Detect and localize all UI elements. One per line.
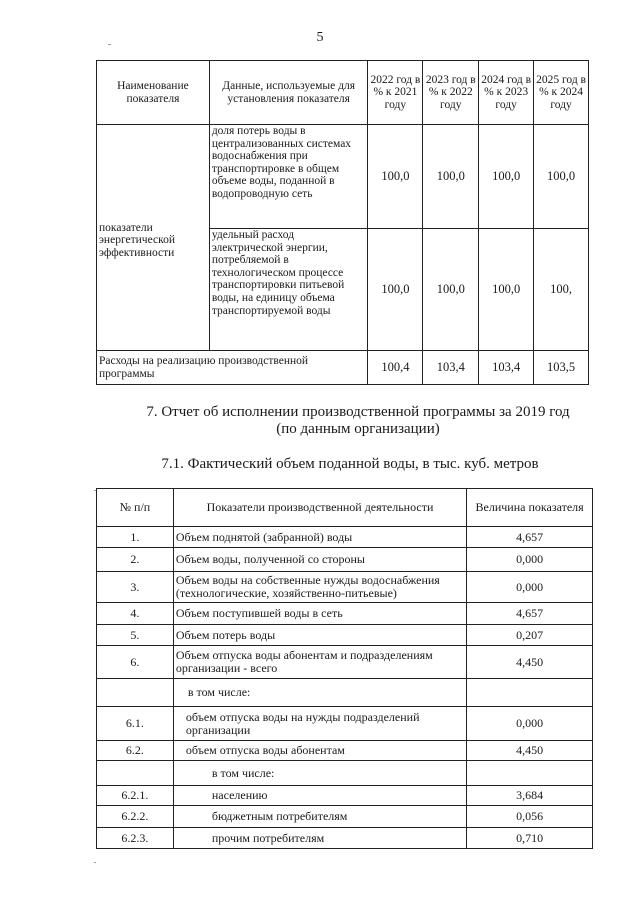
- row-name: в том числе:: [173, 761, 466, 786]
- section-7-heading: [38, 404, 640, 438]
- row-name: бюджетным потребителям: [173, 806, 466, 828]
- row-num: [97, 761, 174, 786]
- table-row: [97, 786, 593, 806]
- table-row: [97, 806, 593, 828]
- row-value: 100,0: [423, 125, 479, 229]
- row-value: 0,000: [467, 572, 593, 603]
- row-value: 4,450: [467, 646, 593, 679]
- row-name: Объем воды, полученной со стороны: [173, 548, 466, 572]
- row-name: Объем поступившей воды в сеть: [173, 603, 466, 625]
- table-row: [97, 679, 593, 707]
- row-data-used: доля потерь воды в централизованных системах водоснабжения при транспортировке в общем объеме воды, поданной в водопроводную сеть: [209, 125, 368, 229]
- row-num: 6.2.3.: [97, 828, 174, 849]
- table-row: [97, 527, 593, 548]
- row-name: Объем отпуска воды абонентам и подразделениям организации - всего: [173, 646, 466, 679]
- expenses-row: [97, 351, 589, 385]
- row-data-used: удельный расход электрической энергии, потребляемой в технологическом процессе транспортировки питьевой воды, на единицу объема транспортируемой воды: [209, 229, 368, 351]
- row-value: 0,056: [467, 806, 593, 828]
- table-row: [97, 741, 593, 761]
- row-name: в том числе:: [173, 679, 466, 707]
- row-value: 4,657: [467, 527, 593, 548]
- expenses-value: 100,4: [368, 351, 423, 385]
- row-value: 0,000: [467, 548, 593, 572]
- row-name: Объем поднятой (забранной) воды: [173, 527, 466, 548]
- section-7-title: 7. Отчет об исполнении производственной программы за 2019 год: [146, 404, 570, 420]
- row-value: [467, 679, 593, 707]
- row-name: объем отпуска воды на нужды подразделений организации: [173, 707, 466, 741]
- section-7-subtitle: (по данным организации): [276, 421, 440, 437]
- row-num: 6.: [97, 646, 174, 679]
- section-7-1-heading: 7.1. Фактический объем поданной воды, в тыс. куб. метров: [161, 456, 539, 472]
- row-name: прочим потребителям: [173, 828, 466, 849]
- row-num: 6.2.: [97, 741, 174, 761]
- table-header-row: [97, 489, 593, 527]
- row-value: 0,207: [467, 625, 593, 646]
- targets-table: [96, 60, 589, 385]
- scan-speck: [94, 862, 96, 863]
- table-row: [97, 761, 593, 786]
- header-name: Наименование показателя: [97, 61, 210, 125]
- row-num: 6.2.1.: [97, 786, 174, 806]
- table-row: [97, 548, 593, 572]
- row-value: 0,000: [467, 707, 593, 741]
- header-year: 2023 год в % к 2022 году: [423, 61, 479, 125]
- table-row: [97, 625, 593, 646]
- expenses-label: Расходы на реализацию производственной программы: [97, 351, 368, 385]
- row-num: 3.: [97, 572, 174, 603]
- expenses-value: 103,4: [423, 351, 479, 385]
- row-num: 5.: [97, 625, 174, 646]
- row-num: 4.: [97, 603, 174, 625]
- expenses-value: 103,5: [534, 351, 589, 385]
- row-name: объем отпуска воды абонентам: [173, 741, 466, 761]
- row-value: [467, 761, 593, 786]
- table-row: [97, 125, 589, 229]
- page-number: 5: [316, 30, 324, 45]
- row-num: 2.: [97, 548, 174, 572]
- table-row: [97, 707, 593, 741]
- group-label: показатели энергетической эффективности: [97, 125, 210, 351]
- row-value: 100,0: [423, 229, 479, 351]
- row-value: 100,0: [479, 125, 534, 229]
- table-row: [97, 603, 593, 625]
- table-row: [97, 828, 593, 849]
- row-num: [97, 679, 174, 707]
- row-name: Объем воды на собственные нужды водоснабжения (технологические, хозяйственно-питьевые): [173, 572, 466, 603]
- row-value: 4,657: [467, 603, 593, 625]
- header-indicator: Показатели производственной деятельности: [173, 489, 466, 527]
- row-value: 0,710: [467, 828, 593, 849]
- row-num: 6.2.2.: [97, 806, 174, 828]
- row-value: 100,0: [479, 229, 534, 351]
- header-year: 2025 год в % к 2024 году: [534, 61, 589, 125]
- header-year: 2022 год в % к 2021 году: [368, 61, 423, 125]
- row-value: 100,: [534, 229, 589, 351]
- row-value: 100,0: [368, 125, 423, 229]
- row-name: населению: [173, 786, 466, 806]
- table-row: [97, 572, 593, 603]
- row-name: Объем потерь воды: [173, 625, 466, 646]
- table-row: [97, 646, 593, 679]
- row-value: 4,450: [467, 741, 593, 761]
- water-volume-table: [96, 488, 593, 849]
- row-value: 100,0: [534, 125, 589, 229]
- table-header-row: [97, 61, 589, 125]
- header-data-used: Данные, используемые для установления показателя: [209, 61, 368, 125]
- row-value: 100,0: [368, 229, 423, 351]
- expenses-value: 103,4: [479, 351, 534, 385]
- header-num: № п/п: [97, 489, 174, 527]
- row-num: 6.1.: [97, 707, 174, 741]
- header-year: 2024 год в % к 2023 году: [479, 61, 534, 125]
- row-value: 3,684: [467, 786, 593, 806]
- header-value: Величина показателя: [467, 489, 593, 527]
- row-num: 1.: [97, 527, 174, 548]
